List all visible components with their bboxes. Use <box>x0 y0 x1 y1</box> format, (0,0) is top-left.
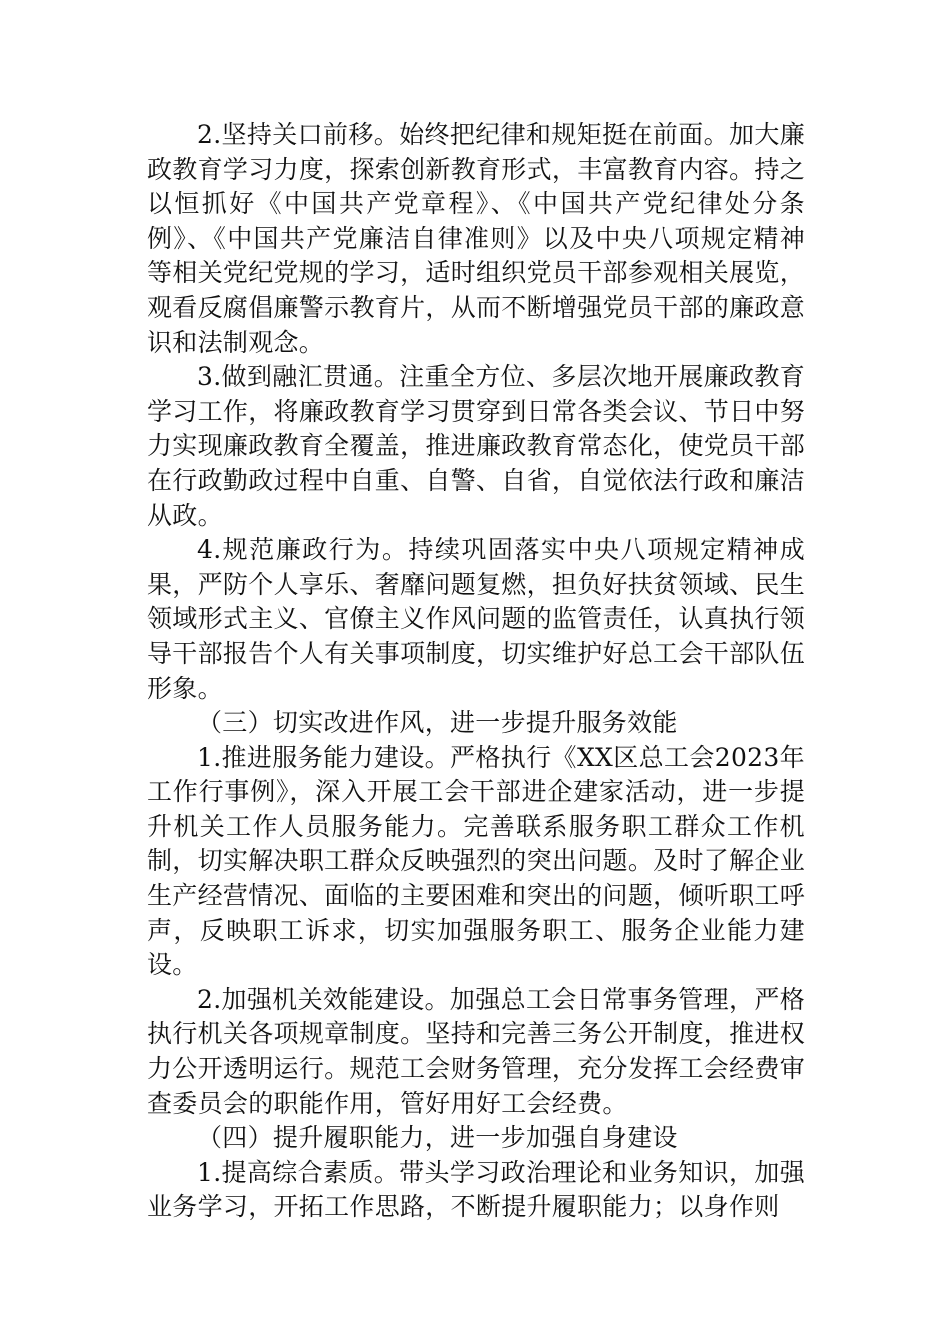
paragraph-1-quality: 1.提高综合素质。带头学习政治理论和业务知识，加强业务学习，开拓工作思路，不断提升履职能力；以身作则 <box>147 1157 805 1222</box>
paragraph-4-standardize-conduct: 4.规范廉政行为。持续巩固落实中央八项规定精神成果，严防个人享乐、奢靡问题复燃，担负好扶贫领域、民生领域形式主义、官僚主义作风问题的监管责任，认真执行领导干部报告个人有关事项制度，切实维护好总工会干部队伍形象。 <box>147 535 805 703</box>
paragraph-2-gate-forward: 2.坚持关口前移。始终把纪律和规矩挺在前面。加大廉政教育学习力度，探索创新教育形式，丰富教育内容。持之以恒抓好《中国共产党章程》、《中国共产党纪律处分条例》、《中国共产党廉洁自律准则》以及中央八项规定精神等相关党纪党规的学习，适时组织党员干部参观相关展览，观看反腐倡廉警示教育片，从而不断增强党员干部的廉政意识和法制观念。 <box>147 120 805 357</box>
section-heading-4: （四）提升履职能力，进一步加强自身建设 <box>197 1123 678 1153</box>
paragraph-1-service-capacity: 1.推进服务能力建设。严格执行《XX区总工会2023年工作行事例》，深入开展工会干部进企建家活动，进一步提升机关工作人员服务能力。完善联系服务职工群众工作机制，切实解决职工群众反映强烈的突出问题。及时了解企业生产经营情况、面临的主要困难和突出的问题，倾听职工呼声，反映职工诉求，切实加强服务职工、服务企业能力建设。 <box>147 742 805 980</box>
paragraph-3-integration: 3.做到融汇贯通。注重全方位、多层次地开展廉政教育学习工作，将廉政教育学习贯穿到日常各类会议、节日中努力实现廉政教育全覆盖，推进廉政教育常态化，使党员干部在行政勤政过程中自重、自警、自省，自觉依法行政和廉洁从政。 <box>147 362 805 530</box>
document-body <box>147 118 805 1225</box>
paragraph-2-efficiency: 2.加强机关效能建设。加强总工会日常事务管理，严格执行机关各项规章制度。坚持和完善三务公开制度，推进权力公开透明运行。规范工会财务管理，充分发挥工会经费审查委员会的职能作用，管好用好工会经费。 <box>147 984 805 1118</box>
section-heading-3: （三）切实改进作风，进一步提升服务效能 <box>197 708 678 738</box>
